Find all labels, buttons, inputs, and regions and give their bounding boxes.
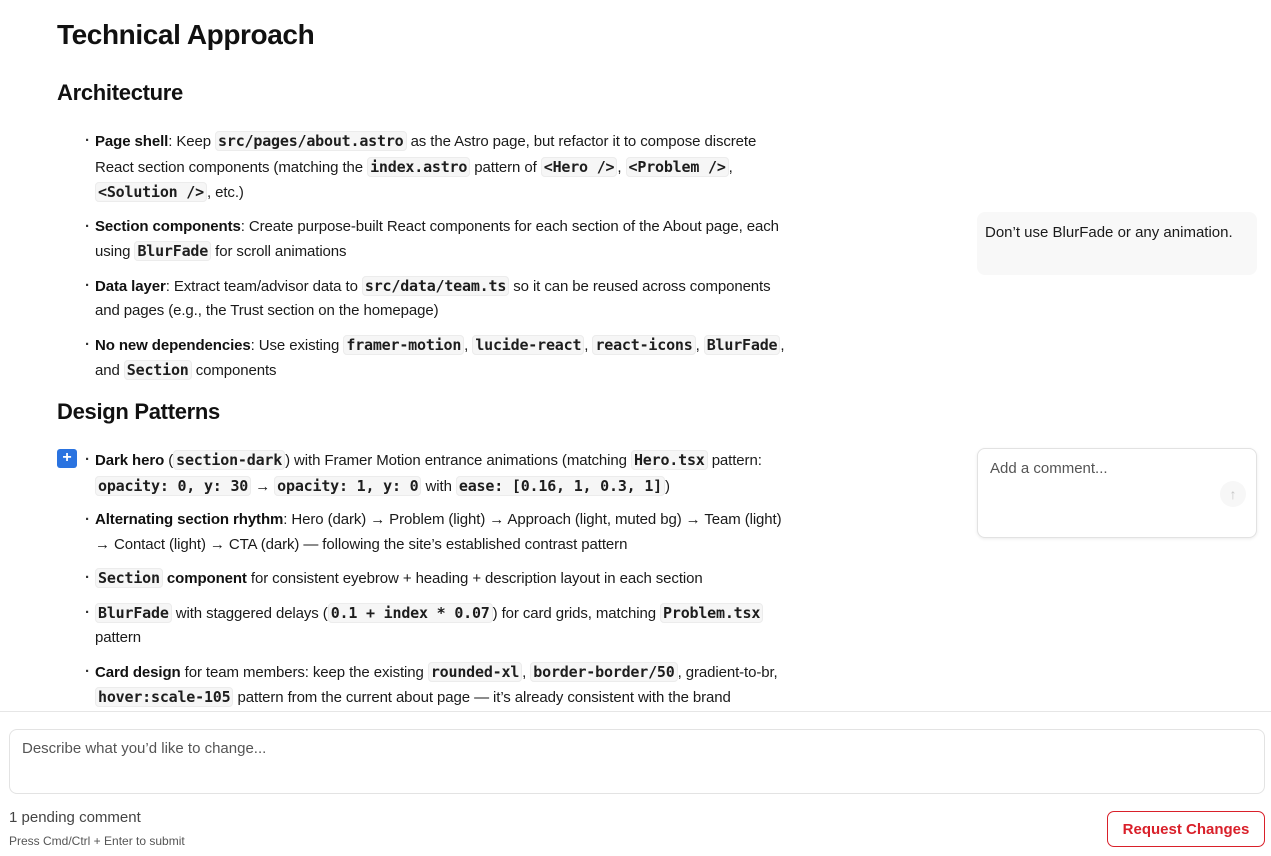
list-item — [95, 274, 785, 324]
item-text: ) for card grids, matching — [492, 604, 661, 622]
item-text: ) with Framer Motion entrance animations (matching — [285, 452, 631, 469]
list-item — [95, 566, 785, 592]
item-text: , gradient-to-br, — [677, 663, 778, 681]
bold-label: Data layer — [95, 277, 166, 295]
inline-code: rounded-xl — [428, 662, 522, 682]
inline-code: react-icons — [592, 335, 695, 355]
inline-code: opacity: 1, y: 0 — [274, 476, 421, 496]
item-text: : Create purpose-built React components for each section of the About page, each using — [95, 217, 779, 260]
submit-hint: Press Cmd/Ctrl + Enter to submit — [9, 834, 185, 848]
bold-label: No new dependencies — [95, 336, 251, 354]
bold-label: component — [162, 570, 247, 587]
inline-code: hover:scale-105 — [95, 687, 233, 707]
pending-comment-count: 1 pending comment — [9, 809, 141, 826]
feedback-footer — [0, 711, 1271, 856]
inline-code: framer-motion — [343, 335, 464, 355]
list-item — [95, 660, 785, 711]
item-text: ) — [665, 477, 670, 495]
item-text: , — [728, 158, 733, 176]
item-text: : Keep — [168, 133, 216, 150]
send-comment-button[interactable] — [1220, 481, 1246, 507]
list-item — [95, 129, 785, 206]
list-item — [95, 215, 785, 265]
item-text: for team members: keep the existing — [180, 663, 428, 681]
bold-label: Alternating section rhythm — [95, 511, 284, 528]
bold-label: Page shell — [95, 133, 169, 150]
inline-code: Section — [95, 568, 163, 588]
bold-label: Card design — [95, 663, 181, 681]
request-changes-button[interactable]: Request Changes — [1107, 811, 1265, 847]
inline-code: <Solution /> — [95, 182, 207, 202]
item-text: ( — [164, 452, 174, 469]
inline-code: <Hero /> — [541, 157, 618, 177]
item-text: , — [695, 336, 704, 354]
item-text: pattern of — [470, 158, 541, 176]
item-text: , and — [95, 336, 785, 379]
item-text: pattern — [95, 629, 141, 646]
inline-code: BlurFade — [704, 335, 781, 355]
item-text: so it can be reused across components and pages (e.g., the Trust section on the homepage) — [95, 277, 771, 319]
item-text: , — [464, 336, 473, 354]
list-item — [95, 448, 785, 499]
inline-code: src/pages/about.astro — [215, 131, 406, 151]
item-text: → — [251, 477, 275, 495]
plus-icon: + — [62, 449, 72, 466]
item-text: : Hero (dark) → Problem (light) → Approach (light, muted bg) → Team (light) → Contact (light) → CTA (dark) — following the site’s established contrast pattern — [95, 511, 782, 553]
list-item — [95, 601, 785, 651]
inline-code: Hero.tsx — [631, 450, 708, 470]
list-item — [95, 508, 785, 557]
inline-code: 0.1 + index * 0.07 — [328, 603, 493, 623]
inline-code: BlurFade — [95, 603, 172, 623]
inline-code: section-dark — [173, 450, 285, 470]
section-heading-architecture: Architecture — [57, 80, 183, 105]
add-comment-button[interactable] — [57, 449, 77, 468]
inline-code: Section — [124, 360, 192, 380]
item-text: as the Astro page, but refactor it to compose discrete React section components (matching the — [95, 133, 757, 176]
item-text: , — [522, 663, 531, 681]
list-item — [95, 333, 785, 384]
item-text: components — [191, 362, 277, 379]
change-request-input[interactable] — [9, 729, 1265, 794]
inline-code: <Problem /> — [626, 157, 729, 177]
inline-code: src/data/team.ts — [362, 276, 509, 296]
page-title: Technical Approach — [57, 19, 315, 50]
bold-label: Dark hero — [95, 452, 165, 469]
item-text: , — [617, 158, 626, 176]
item-text: for consistent eyebrow + heading + description layout in each section — [246, 570, 703, 587]
item-text: pattern from the current about page — it’s already consistent with the brand — [233, 689, 731, 706]
section-heading-design-patterns: Design Patterns — [57, 399, 220, 424]
architecture-list — [95, 129, 785, 393]
comment-input[interactable] — [978, 449, 1256, 537]
inline-code: opacity: 0, y: 30 — [95, 476, 251, 496]
item-text: , etc.) — [206, 184, 244, 201]
item-text: : Extract team/advisor data to — [165, 277, 362, 295]
inline-code: BlurFade — [134, 241, 211, 261]
design-patterns-list — [95, 448, 785, 711]
item-text: with — [421, 477, 456, 495]
inline-code: ease: [0.16, 1, 0.3, 1] — [456, 476, 665, 496]
inline-code: index.astro — [367, 157, 470, 177]
item-text: with staggered delays ( — [171, 604, 328, 622]
item-text: : Use existing — [250, 336, 344, 354]
comment-input-box — [977, 448, 1257, 538]
existing-comment[interactable]: Don’t use BlurFade or any animation. — [977, 212, 1257, 275]
item-text: for scroll animations — [211, 243, 347, 260]
bold-label: Section components — [95, 217, 241, 235]
item-text: pattern: — [707, 452, 762, 469]
inline-code: border-border/50 — [530, 662, 677, 682]
item-text: , — [584, 336, 593, 354]
arrow-up-icon: ↑ — [1229, 486, 1237, 502]
inline-code: lucide-react — [472, 335, 584, 355]
inline-code: Problem.tsx — [660, 603, 763, 623]
